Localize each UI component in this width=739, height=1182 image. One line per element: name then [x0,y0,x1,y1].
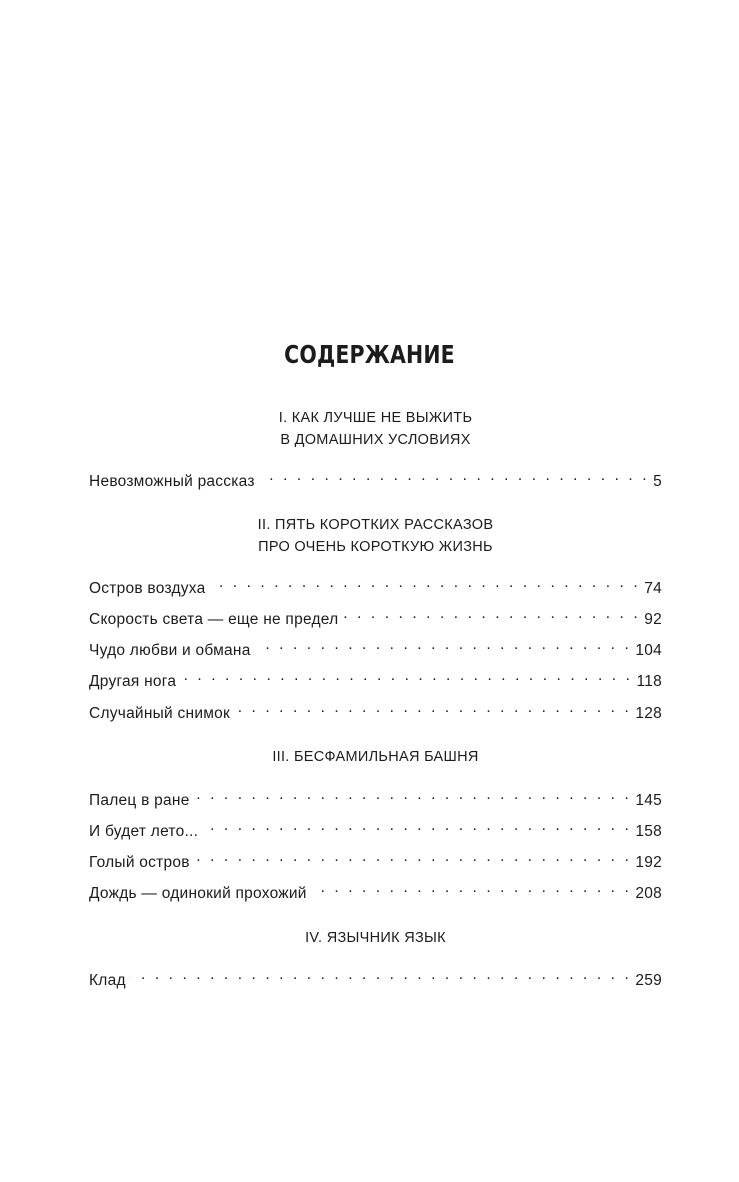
dot-leader [209,573,640,593]
section-heading-line: IV. ЯЗЫЧНИК ЯЗЫК [305,930,446,946]
toc-entry[interactable] [89,816,662,840]
section-heading-1 [90,407,661,451]
dot-leader [180,666,632,686]
page-title: СОДЕРЖАНИЕ [284,340,455,369]
toc-entry[interactable] [89,698,662,722]
toc-entry-title: Остров воздуха [89,580,206,597]
toc-entry-page: 145 [635,792,662,809]
section-heading-2 [90,514,661,558]
toc-entry-title: Невозможный рассказ [89,473,255,490]
toc-entry[interactable] [89,604,662,628]
toc-entry[interactable] [89,847,662,871]
toc-entry-title: Клад [89,972,126,989]
toc-entry-page: 74 [644,580,662,597]
section-heading-4 [90,927,661,949]
toc-entry[interactable] [89,785,662,809]
toc-entry-page: 208 [635,885,662,902]
dot-leader [194,785,632,805]
toc-entry[interactable] [89,573,662,597]
dot-leader [234,698,631,718]
toc-entry-title: Голый остров [89,854,190,871]
dot-leader [259,466,649,486]
toc-entry[interactable] [89,635,662,659]
section-heading-line: В ДОМАШНИХ УСЛОВИЯХ [280,432,471,448]
section-heading-line: ПРО ОЧЕНЬ КОРОТКУЮ ЖИЗНЬ [258,539,493,555]
dot-leader [202,816,631,836]
toc-entry-page: 158 [635,823,662,840]
toc-entry-title: Дождь — одинокий прохожий [89,885,307,902]
toc-entry-page: 118 [636,673,662,690]
dot-leader [342,604,640,624]
toc-entry-title: И будет лето... [89,823,199,840]
section-heading-line: II. ПЯТЬ КОРОТКИХ РАССКАЗОВ [257,517,494,533]
toc-entry[interactable] [89,965,662,989]
toc-entry-page: 128 [635,705,662,722]
toc-entry-page: 92 [644,611,662,628]
toc-entry[interactable] [89,466,662,490]
toc-entry-page: 192 [635,854,662,871]
dot-leader [255,635,632,655]
toc-entry-title: Другая нога [89,673,177,690]
dot-leader [311,878,632,898]
toc-entry-title: Скорость света — еще не предел [89,611,339,628]
toc-entry-title: Палец в ране [89,792,190,809]
toc-entry-title: Случайный снимок [89,705,231,722]
toc-entry[interactable] [89,666,662,690]
section-heading-line: III. БЕСФАМИЛЬНАЯ БАШНЯ [272,749,479,765]
toc-entry-title: Чудо любви и обмана [89,642,251,659]
dot-leader [130,965,632,985]
dot-leader [194,847,632,867]
toc-entry-page: 104 [635,642,662,659]
section-heading-3 [90,746,661,768]
toc-entry-page: 5 [653,473,662,490]
section-heading-line: I. КАК ЛУЧШЕ НЕ ВЫЖИТЬ [278,410,473,426]
toc-entry-page: 259 [635,972,662,989]
toc-entry[interactable] [89,878,662,902]
